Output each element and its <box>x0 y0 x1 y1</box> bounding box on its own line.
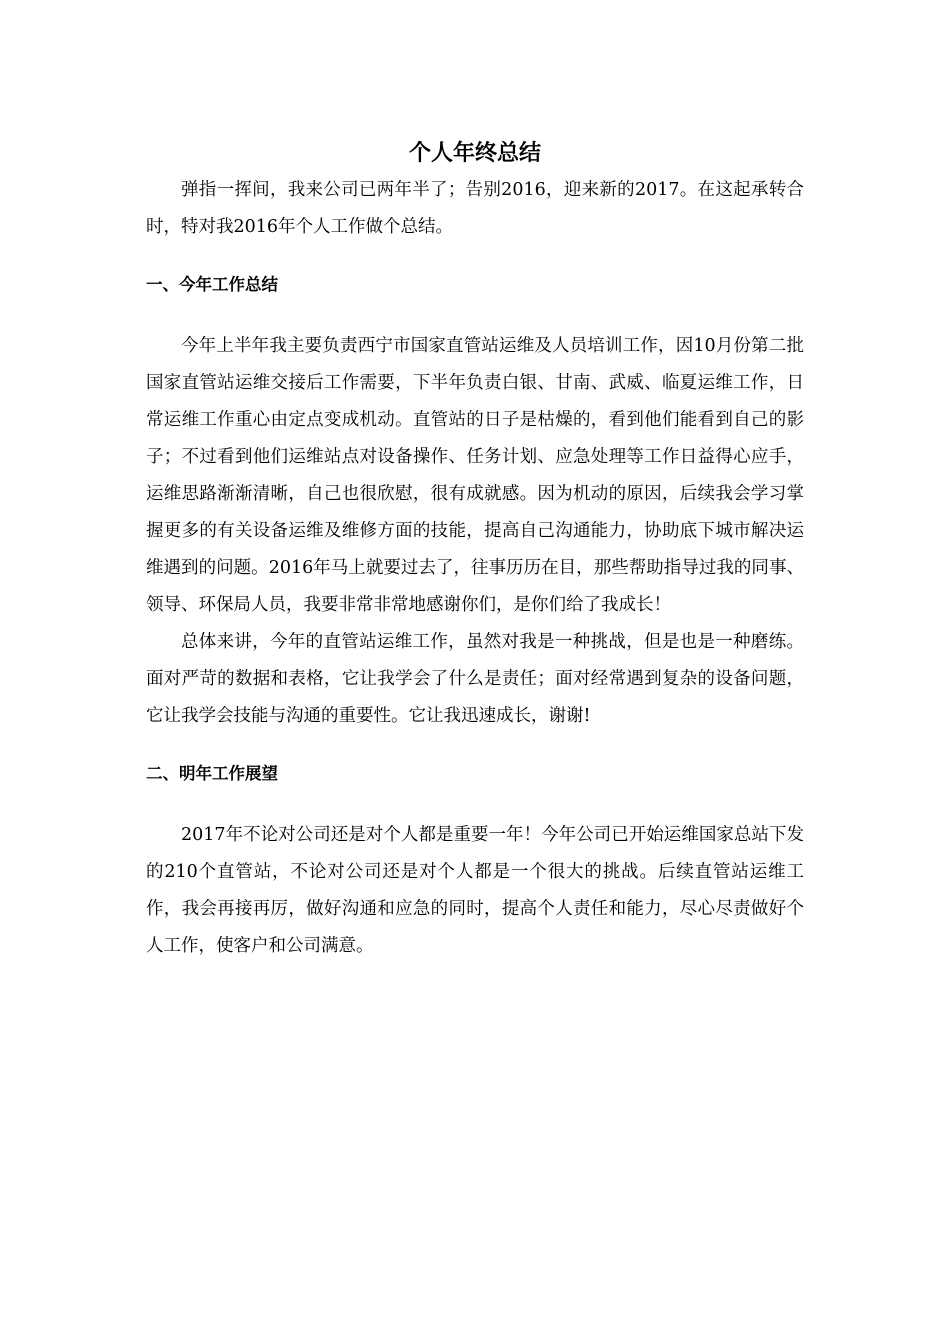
document-title: 个人年终总结 <box>408 141 541 166</box>
intro-paragraph: 弹指一挥间，我来公司已两年半了；告别2016，迎来新的2017。在这起承转合时，特对我2016年个人工作做个总结。 <box>146 180 804 237</box>
section-1-paragraph-1: 今年上半年我主要负责西宁市国家直管站运维及人员培训工作，因10月份第二批国家直管站运维交接后工作需要，下半年负责白银、甘南、武威、临夏运维工作，日常运维工作重心由定点变成机动。直管站的日子是枯燥的，看到他们能看到自己的影子；不过看到他们运维站点对设备操作、任务计划、应急处理等工作日益得心应手，运维思路渐渐清晰，自己也很欣慰，很有成就感。因为机动的原因，后续我会学习掌握更多的有关设备运维及维修方面的技能，提高自己沟通能力，协助底下城市解决运维遇到的问题。2016年马上就要过去了，往事历历在目，那些帮助指导过我的同事、领导、环保局人员，我要非常非常地感谢你们，是你们给了我成长！ <box>146 336 804 615</box>
document-body <box>146 128 804 965</box>
section-1-paragraph-2: 总体来讲，今年的直管站运维工作，虽然对我是一种挑战，但是也是一种磨练。面对严苛的数据和表格，它让我学会了什么是责任；面对经常遇到复杂的设备问题，它让我学会技能与沟通的重要性。它让我迅速成长，谢谢! <box>146 632 804 726</box>
section-2-heading: 二、明年工作展望 <box>146 764 278 783</box>
section-1-heading: 一、今年工作总结 <box>146 275 278 294</box>
section-2-paragraph-1: 2017年不论对公司还是对个人都是重要一年！今年公司已开始运维国家总站下发的210个直管站，不论对公司还是对个人都是一个很大的挑战。后续直管站运维工作，我会再接再厉，做好沟通和应急的同时，提高个人责任和能力，尽心尽责做好个人工作，使客户和公司满意。 <box>146 825 804 956</box>
